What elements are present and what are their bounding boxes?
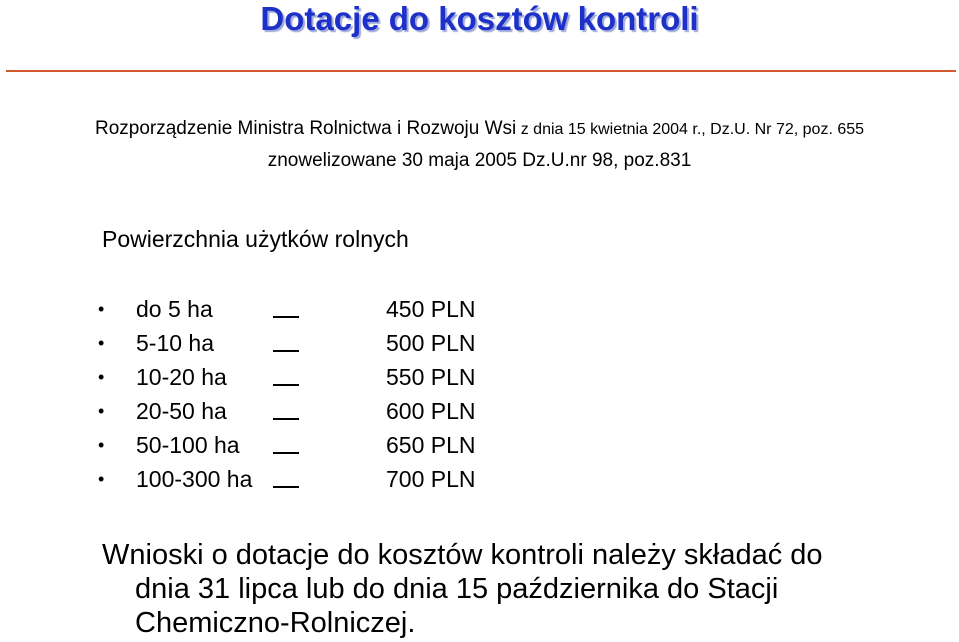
area-range: do 5 ha: [136, 296, 213, 322]
section-heading: Powierzchnia użytków rolnych: [102, 226, 409, 252]
regulation-line-1: [0, 113, 959, 145]
regulation-reference: [0, 113, 959, 176]
rate-list: [96, 292, 516, 496]
subsidy-amount: 550 PLN: [386, 364, 476, 390]
regulation-date-reference: z dnia 15 kwietnia 2004 r., Dz.U. Nr 72, poz. 655: [516, 121, 865, 138]
note-first-line: Wnioski o dotacje do kosztów kontroli należy składać do: [102, 539, 823, 571]
area-range: 50-100 ha: [136, 432, 240, 458]
area-range: 5-10 ha: [136, 330, 215, 356]
application-deadline-note: [102, 538, 932, 640]
bullet-icon: •: [98, 333, 105, 353]
list-item: [96, 394, 516, 428]
area-range: 100-300 ha: [136, 466, 253, 492]
area-range: 20-50 ha: [136, 398, 227, 424]
subsidy-amount: 700 PLN: [386, 466, 476, 492]
dash-separator: [273, 486, 299, 488]
bullet-icon: •: [98, 401, 105, 421]
regulation-line-2: znowelizowane 30 maja 2005 Dz.U.nr 98, poz.831: [267, 150, 692, 171]
dash-separator: [273, 350, 299, 352]
dash-separator: [273, 418, 299, 420]
area-range: 10-20 ha: [136, 364, 227, 390]
note-continuation: dnia 31 lipca lub do dnia 15 października do Stacji Chemiczno-Rolniczej.: [135, 573, 779, 639]
bullet-icon: •: [98, 299, 105, 319]
bullet-icon: •: [98, 469, 105, 489]
title-divider: [6, 70, 956, 72]
regulation-name: Rozporządzenie Ministra Rolnictwa i Rozwoju Wsi: [94, 118, 517, 139]
bullet-icon: •: [98, 367, 105, 387]
dash-separator: [273, 316, 299, 318]
list-item: [96, 360, 516, 394]
list-item: [96, 462, 516, 496]
subsidy-amount: 450 PLN: [386, 296, 476, 322]
dash-separator: [273, 452, 299, 454]
page-title: Dotacje do kosztów kontroli: [260, 0, 699, 37]
bullet-icon: •: [98, 435, 105, 455]
subsidy-amount: 600 PLN: [386, 398, 476, 424]
subsidy-amount: 500 PLN: [386, 330, 476, 356]
list-item: [96, 326, 516, 360]
list-item: [96, 428, 516, 462]
list-item: [96, 292, 516, 326]
dash-separator: [273, 384, 299, 386]
subsidy-amount: 650 PLN: [386, 432, 476, 458]
